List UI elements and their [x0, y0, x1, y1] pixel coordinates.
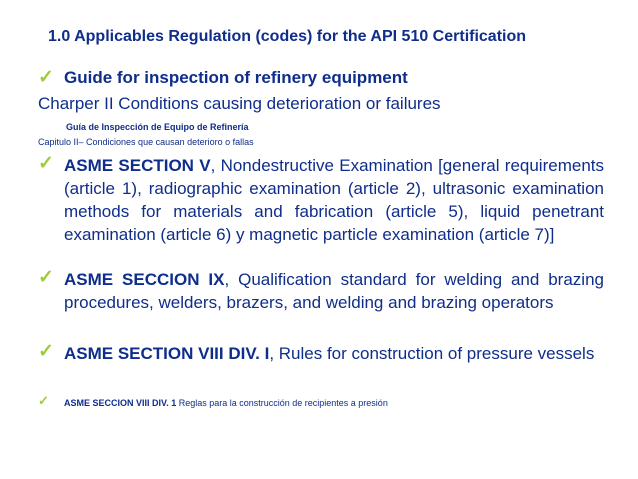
checkmark-icon: ✓: [38, 153, 54, 174]
item3-code: ASME SECCION IX: [64, 270, 225, 289]
item2-code: ASME SECTION V: [64, 156, 211, 175]
item2-text: , Nondestructive Examination [general requirements (article 1), radiographic examination (article 2), ultrasonic examination methods for materials and fabrication (article 5), liquid penetrant examination (article 6) y magnetic particle examination (article 7)]: [64, 156, 604, 244]
item3-paragraph: [64, 268, 604, 314]
item1-heading: Guide for inspection of refinery equipment: [64, 68, 408, 87]
item3-text: , Qualification standard for welding and brazing procedures, welders, brazers, and welding and brazing operators: [64, 270, 604, 312]
item1-spanish-heading: Guía de Inspección de Equipo de Refinería: [66, 122, 249, 132]
item1-spanish-subtitle: Capitulo II– Condiciones que causan deterioro o fallas: [38, 137, 254, 147]
item4-paragraph: [64, 342, 604, 365]
checkmark-icon: ✓: [38, 67, 54, 88]
item5-text: Reglas para la construcción de recipientes a presión: [176, 398, 388, 408]
checkmark-icon: ✓: [38, 393, 49, 408]
item1-subtitle: Charper II Conditions causing deterioration or failures: [38, 94, 441, 113]
checkmark-icon: ✓: [38, 341, 54, 362]
item4-code: ASME SECTION VIII DIV. I: [64, 344, 270, 363]
item5-line: [64, 398, 388, 408]
item2-paragraph: [64, 154, 604, 246]
item4-text: , Rules for construction of pressure vessels: [269, 344, 595, 363]
slide-title: 1.0 Applicables Regulation (codes) for the API 510 Certification: [48, 28, 527, 45]
item5-code: ASME SECCION VIII DIV. 1: [64, 398, 177, 408]
checkmark-icon: ✓: [38, 267, 54, 288]
